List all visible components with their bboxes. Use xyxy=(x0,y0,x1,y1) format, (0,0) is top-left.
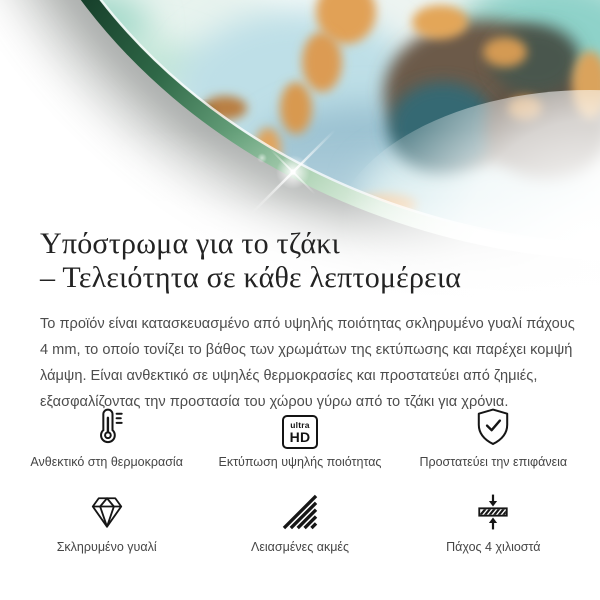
page-title xyxy=(40,227,461,295)
ultra-hd-icon xyxy=(282,405,318,449)
feature-protection xyxy=(397,405,590,470)
thickness-icon xyxy=(471,490,515,534)
product-description: Το προϊόν είναι κατασκευασμένο από υψηλής ποιότητας σκληρυμένο γυαλί πάχους 4 mm, το οποίο τονίζει το βάθος των χρωμάτων της εκτύπωσης και παρέχει κομψή λάμψη. Είναι ανθεκτικό σε υψηλές θερμοκρασίες και προστατεύει από ζημιές, εξασφαλίζοντας την προστασία του χώρου γύρω από το τζάκι για χρόνια. xyxy=(40,316,575,410)
thermometer-icon xyxy=(85,405,129,449)
feature-thickness xyxy=(397,490,590,555)
feature-temperature xyxy=(10,405,203,470)
diamond-icon xyxy=(85,490,129,534)
page-title-line2: – Τελειότητα σε κάθε λεπτομέρεια xyxy=(40,261,462,294)
feature-polished-edges xyxy=(203,490,396,555)
feature-label: Ανθεκτικό στη θερμοκρασία xyxy=(30,455,183,469)
ultra-hd-badge-bottom: HD xyxy=(289,428,311,445)
feature-label: Εκτύπωση υψηλής ποιότητας xyxy=(218,455,382,469)
feature-label: Σκληρυμένο γυαλί xyxy=(56,540,157,554)
feature-label: Προστατεύει την επιφάνεια xyxy=(419,455,568,469)
features-grid xyxy=(10,405,590,555)
feature-label: Πάχος 4 χιλιοστά xyxy=(446,540,541,554)
ultra-hd-badge-top: ultra xyxy=(290,419,310,430)
page-title-line1: Υπόστρωμα για το τζάκι xyxy=(40,227,340,260)
polished-edges-icon xyxy=(278,490,322,534)
shield-check-icon xyxy=(471,405,515,449)
feature-print-quality xyxy=(203,405,396,470)
feature-tempered-glass xyxy=(10,490,203,555)
feature-label: Λειασμένες ακμές xyxy=(250,540,349,554)
